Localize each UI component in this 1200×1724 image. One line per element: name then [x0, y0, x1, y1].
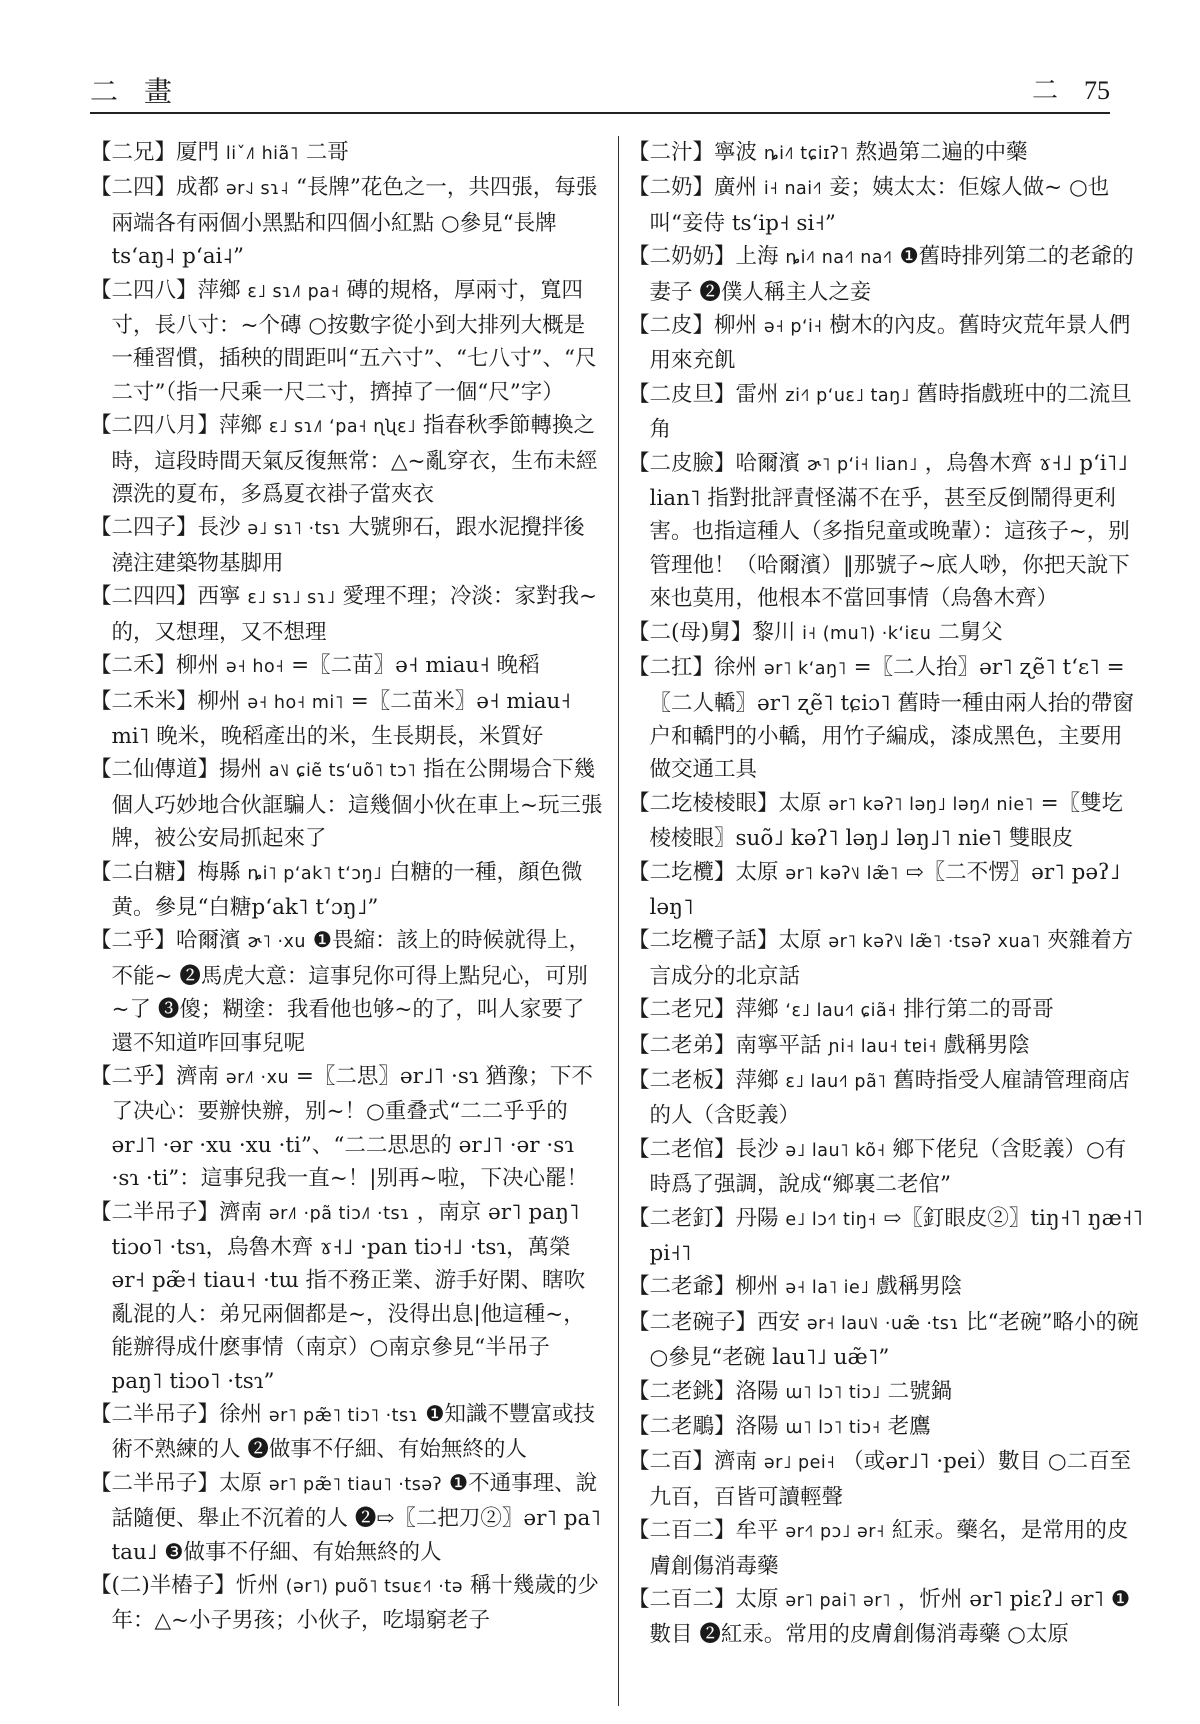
phonetic-transcription: ə˧ pʻi˧	[763, 317, 823, 338]
dialect-place: 洛陽	[735, 1378, 779, 1404]
dialect-place: 廣州	[714, 175, 758, 201]
dialect-place: 成都	[176, 175, 220, 201]
definition: ❶知識不豐富或技術不熟練的人 ❷做事不仔細、有始無終的人	[111, 1402, 596, 1463]
dialect-place: 南寧平話	[735, 1032, 822, 1058]
dictionary-entry	[90, 274, 605, 410]
phonetic-transcription: ɛ˩ sɿ˩˥ pa˧	[247, 281, 340, 302]
definition: =〖二苗米〗ə˧ miau˧ mi˥ 晚米，晚稻產出的米，生長期長，米質好	[111, 688, 571, 749]
headword-bracket: 【	[90, 653, 112, 679]
phonetic-transcription: ə˩ sɿ˥ ·tsɿ	[247, 519, 342, 540]
dialect-place: 忻州	[235, 1573, 279, 1599]
headword-bracket: 】	[197, 413, 220, 439]
dialect-place: 太原	[735, 859, 779, 885]
definition: （或ər˩˥ ·pei）數目 ○二百至九百，百皆可讀輕聲	[649, 1449, 1132, 1510]
headword-bracket: 【	[628, 1067, 650, 1093]
dialect-place: 洛陽	[735, 1414, 779, 1440]
headword-bracket: 】	[714, 997, 736, 1023]
dictionary-entry	[628, 1029, 1143, 1064]
phonetic-transcription: i˧ nai˧˥	[763, 179, 823, 200]
dictionary-entry	[628, 136, 1143, 171]
dialect-place: 西安	[757, 1309, 801, 1335]
headword-bracket: 】	[692, 655, 715, 681]
running-head-section: 二畫	[90, 75, 199, 108]
dialect-place: 萍鄉	[219, 413, 263, 439]
dictionary-entry	[90, 409, 605, 511]
headword: 二老爺	[649, 1274, 715, 1300]
headword: 二皮臉	[649, 450, 715, 476]
dialect-place: 太原	[778, 790, 822, 816]
headword-bracket: 】	[692, 1449, 715, 1475]
headword: 二四子	[111, 515, 177, 541]
headword-bracket: 【	[628, 244, 650, 270]
page-header	[90, 70, 1110, 114]
dictionary-entry	[90, 753, 605, 855]
headword: 二圪欖	[649, 859, 715, 885]
phonetic-transcription: ər˥ kəʔ˥˩ læ̃˥	[785, 863, 899, 884]
phonetic-transcription: ər˧ lau˥˩ ·uæ̃ ·tsɿ	[806, 1313, 960, 1334]
definition: 比“老碗”略小的碗 ○參見“老碗 lau˥˩ uæ̃˥”	[649, 1309, 1139, 1371]
dialect-place: 濟南	[176, 1063, 220, 1089]
dialect-place: 哈爾濱	[176, 928, 241, 954]
headword-bracket: 【	[90, 413, 112, 439]
dialect-place: 西寧	[197, 584, 241, 610]
headword-bracket: 【	[628, 1205, 650, 1231]
dictionary-entry	[628, 651, 1143, 787]
right-column	[628, 136, 1143, 1652]
headword-bracket: 】	[735, 1309, 758, 1335]
headword-bracket: 】	[757, 928, 779, 954]
dictionary-entry	[628, 924, 1143, 993]
phonetic-transcription: ər˥ kəʔ˥˩ læ̃˥ ·tsəʔ xua˥	[828, 932, 1041, 953]
definition: 老鷹	[887, 1414, 931, 1440]
dialect-place: 寧波	[714, 140, 758, 165]
phonetic-transcription: ʻɛ˩ lau˧˥ ɕiã˧	[785, 1001, 897, 1022]
dialect-place: 柳州	[735, 1274, 779, 1300]
headword: 二百二	[649, 1518, 715, 1544]
definition: ⇨〖釘眼皮②〗tiŋ˧˥ ŋæ˧˥ pi˧˥	[649, 1205, 1144, 1266]
headword-bracket: 【	[628, 1378, 650, 1404]
headword-bracket: 】	[714, 1587, 736, 1613]
headword-bracket: 【	[628, 381, 650, 407]
headword: 二白糖	[111, 859, 177, 885]
headword-bracket: 【	[90, 140, 112, 165]
dictionary-entry	[628, 1445, 1143, 1514]
phonetic-transcription: ə˧ ho˧ mi˥	[247, 692, 344, 713]
headword: 二汁	[649, 140, 693, 165]
page-number: 75	[1084, 76, 1110, 105]
headword: 二老鵰	[649, 1414, 715, 1440]
phonetic-transcription: ɛ˩ sɿ˩ sɿ˩	[247, 588, 336, 609]
phonetic-transcription: ər˥ kəʔ˥ ləŋ˩ ləŋ˩˥ nie˥	[828, 794, 1034, 815]
headword: 二圪欖子話	[649, 928, 758, 954]
dictionary-entry	[90, 1060, 605, 1196]
headword-bracket: 【	[628, 655, 650, 681]
headword: 二禾米	[111, 688, 177, 714]
dictionary-entry	[90, 685, 605, 754]
dictionary-entry	[90, 1398, 605, 1467]
headword-bracket: 【	[90, 928, 112, 954]
headword-bracket: 【	[90, 1063, 112, 1089]
headword: 二老弟	[649, 1032, 715, 1058]
headword-bracket: 】	[214, 1573, 236, 1599]
headword-bracket: 【	[628, 1449, 650, 1475]
phonetic-transcription: i˧ (mu˥) ·kʻiɛu	[802, 623, 932, 644]
dialect-place: 太原	[735, 1587, 779, 1613]
dictionary-entry	[628, 1202, 1143, 1271]
headword-bracket: 】	[714, 1067, 736, 1093]
headword-bracket: 【	[628, 619, 650, 645]
headword-bracket: 】	[197, 1199, 220, 1225]
dictionary-entry	[90, 171, 605, 273]
dialect-place: 長沙	[735, 1136, 779, 1162]
headword: 二四八月	[111, 413, 198, 439]
definition: 樹木的內皮。舊時灾荒年景人們用來充飢	[649, 313, 1131, 374]
headword-bracket: 】	[154, 653, 177, 679]
dictionary-entry	[90, 1196, 605, 1398]
phonetic-transcription: ɛ˩ lau˧˥ pã˥	[785, 1071, 887, 1092]
dialect-place: 牟平	[735, 1518, 779, 1544]
headword: 二兄	[111, 140, 155, 165]
headword-bracket: 【	[628, 175, 650, 201]
dialect-place: 徐州	[714, 655, 758, 681]
headword-bracket: 】	[692, 313, 715, 339]
phonetic-transcription: ər˥ pai˥ ər˥	[785, 1591, 892, 1612]
headword-bracket: 【	[628, 997, 650, 1023]
headword-bracket: 【	[90, 757, 112, 783]
dictionary-entry	[628, 993, 1143, 1028]
phonetic-transcription: ə˩ lau˥ kõ˧	[785, 1140, 886, 1161]
headword-bracket: 】	[692, 175, 715, 201]
headword-bracket: 【	[628, 1032, 650, 1058]
definition: ，忻州 ər˥ piɛʔ˩ ər˥ ❶數目 ❷紅汞。常用的皮膚創傷消毒藥 ○太原	[649, 1587, 1131, 1648]
headword-bracket: 【	[90, 277, 112, 303]
dialect-place: 萍鄉	[197, 277, 241, 303]
headword: 二四四	[111, 584, 177, 610]
definition: ，南京 ər˥ paŋ˥ tiɔo˥ ·tsɿ，烏魯木齊 ɤ˧˩ ·pan tiɔ˧˩ ·tsɿ，萬榮 ər˧ pæ̃˧ tiau˧ ·tɯ 指不務正業、游手好閑、瞎吹亂混的人：弟兄兩個都是~，没得出息|他這種~，能辦得成什麽事情（南京）○南京參見“半吊子 paŋ˥ tiɔo˥ ·tsɿ”	[111, 1199, 586, 1394]
dialect-place: 雷州	[735, 381, 779, 407]
definition: 熬過第二遍的中藥	[855, 140, 1028, 165]
definition: 舊時指戲班中的二流旦角	[649, 381, 1132, 443]
dictionary-entry	[628, 171, 1143, 240]
phonetic-transcription: ȵi˨˥ tɕiɪʔ˥	[763, 144, 849, 164]
phonetic-transcription: ȵi˨˥ na˧˥ na˧˥	[785, 248, 893, 269]
headword-bracket: 】	[154, 928, 177, 954]
phonetic-transcription: ɛ˩ sɿ˩˥ ʻpa˧ ɳʯɛ˩	[268, 417, 417, 438]
headword-bracket: 】	[197, 757, 220, 783]
headword-bracket: 】	[197, 1470, 220, 1496]
definition: 指春秋季節轉換之時，這段時間天氣反復無常：△~亂穿衣，生布未經漂洗的夏布，多爲夏衣褂子當夾衣	[111, 413, 598, 508]
headword-bracket: 】	[757, 790, 779, 816]
definition: 二號鍋	[887, 1378, 953, 1404]
headword-bracket: 【	[628, 450, 650, 476]
headword: 二半吊子	[111, 1470, 198, 1496]
dialect-place: 柳州	[176, 653, 220, 679]
phonetic-transcription: ɯ˥ lɔ˥ tiɔ˧	[785, 1418, 881, 1439]
dictionary-entry	[628, 1270, 1143, 1305]
headword-bracket: 【	[90, 175, 112, 201]
definition: 戲稱男陰	[943, 1032, 1030, 1058]
definition: 二舅父	[938, 619, 1003, 645]
definition: 妾；姨太太：佢嫁人做~ ○也叫“妾侍 tsʻip˧ si˧”	[649, 175, 1110, 236]
headword: 二老釘	[649, 1205, 715, 1231]
header-rule	[90, 112, 1110, 114]
headword: 二四八	[111, 277, 177, 303]
phonetic-transcription: ər˧˥ pɔ˩ ər˧	[785, 1522, 886, 1543]
headword-bracket: 【	[628, 1587, 650, 1613]
headword: 二百二	[649, 1587, 715, 1613]
headword: 二老銚	[649, 1378, 715, 1404]
dictionary-entry	[90, 580, 605, 649]
headword: 二奶	[649, 175, 693, 201]
dictionary-entry	[628, 1583, 1143, 1652]
dialect-place: 上海	[735, 244, 779, 270]
headword-bracket: 】	[714, 1205, 736, 1231]
phonetic-transcription: ɚ˥ ·xu	[247, 932, 306, 953]
headword: 二半吊子	[111, 1199, 198, 1225]
headword: (二)半樁子	[111, 1573, 215, 1599]
headword-bracket: 】	[730, 619, 753, 645]
phonetic-transcription: ɲi˧ lau˧ tɐi˧	[828, 1036, 937, 1057]
dialect-place: 柳州	[197, 688, 241, 714]
dictionary-entry	[90, 136, 605, 171]
definition: ❶舊時排列第二的老爺的妻子 ❷僕人稱主人之妾	[649, 244, 1134, 305]
headword-bracket: 【	[90, 1402, 112, 1428]
phonetic-transcription: liˇ˩˥ hiã˥	[225, 144, 299, 164]
dictionary-entry	[628, 240, 1143, 309]
headword-bracket: 】	[714, 1032, 736, 1058]
headword: 二乎	[111, 928, 155, 954]
dictionary-entry	[628, 1410, 1143, 1445]
definition: 稱十幾歲的少年：△~小子男孩；小伙子，吃塌窮老子	[111, 1573, 599, 1634]
phonetic-transcription: (ər˥) puõ˥ tsuɛ˧˥ ·tə	[285, 1577, 463, 1598]
dictionary-entry	[628, 1133, 1143, 1202]
definition: 鄉下佬兒（含貶義）○有時爲了强調，說成“鄉裏二老倌”	[649, 1136, 1127, 1198]
headword: 二老板	[649, 1067, 715, 1093]
dictionary-entry	[628, 1375, 1143, 1410]
headword-bracket: 】	[154, 140, 177, 165]
definition: ❶畏縮：該上的時候就得上，不能~ ❷馬虎大意：這事兒你可得上點兒心，可別~了 ❸傻；糊塗：我看他也够~的了，叫人家要了還不知道咋回事兒呢	[111, 928, 591, 1056]
headword: 二乎	[111, 1063, 155, 1089]
definition: 指在公開場合下幾個人巧妙地合伙誆騙人：這幾個小伙在車上~玩三張牌，被公安局抓起來了	[111, 757, 603, 852]
phonetic-transcription: ȵi˥ pʻak˥ tʻɔŋ˩	[247, 863, 383, 884]
left-column	[90, 136, 605, 1638]
dialect-place: 梅縣	[197, 859, 241, 885]
headword: 二扛	[649, 655, 693, 681]
dialect-place: 厦門	[176, 140, 220, 165]
phonetic-transcription: a˥˩ ɕiẽ tsʻuõ˥ tɔ˥	[268, 761, 417, 782]
dialect-place: 萍鄉	[735, 1067, 779, 1093]
definition: 夾雜着方言成分的北京話	[649, 928, 1134, 989]
headword-bracket: 】	[714, 1136, 736, 1162]
definition: =〖二人抬〗ər˥ ʐẽ˥ tʻɛ˥ =〖二人轎〗ər˥ ʐẽ˥ tɕiɔ˥ 舊時一種由兩人抬的帶窗户和轎門的小轎，用竹子編成，漆成黑色，主要用做交通工具	[649, 655, 1134, 783]
definition: ⇨〖二不愣〗ər˥ pəʔ˩ ləŋ˥	[649, 859, 1121, 920]
headword-bracket: 】	[714, 381, 736, 407]
headword-bracket: 【	[628, 1414, 650, 1440]
phonetic-transcription: ɯ˥ lɔ˥ tiɔ˩	[785, 1382, 881, 1403]
headword: 二仙傳道	[111, 757, 198, 783]
headword-bracket: 【	[628, 790, 650, 816]
definition: “長牌”花色之一，共四張，每張兩端各有兩個小黑點和四個小紅點 ○參見“長牌tsʻaŋ˨ pʻai˨”	[111, 175, 598, 270]
dictionary-entry	[90, 649, 605, 684]
headword-bracket: 【	[90, 688, 112, 714]
dialect-place: 柳州	[714, 313, 758, 339]
headword-bracket: 】	[714, 1378, 736, 1404]
headword-bracket: 】	[197, 1402, 220, 1428]
dictionary-entry	[628, 1514, 1143, 1583]
headword: 二皮	[649, 313, 693, 339]
phonetic-transcription: ər˥ pæ̃˥ tiau˥ ·tsəʔ	[268, 1474, 443, 1495]
dialect-place: 太原	[219, 1470, 263, 1496]
headword: 二奶奶	[649, 244, 715, 270]
headword-bracket: 】	[176, 277, 198, 303]
definition: ❶不通事理、說話隨便、舉止不沉着的人 ❷⇨〖二把刀②〗ər˥ pa˥ tau˩ ❸做事不仔細、有始無終的人	[111, 1470, 601, 1565]
headword-bracket: 】	[176, 515, 198, 541]
headword-bracket: 】	[154, 175, 177, 201]
dialect-place: 濟南	[714, 1449, 758, 1475]
definition: 愛理不理；冷淡：家對我~的，又想理，又不想理	[111, 584, 598, 645]
dialect-place: 太原	[778, 928, 822, 954]
headword-bracket: 【	[628, 928, 650, 954]
headword-bracket: 】	[714, 859, 736, 885]
dictionary-entry	[90, 1569, 605, 1638]
headword-bracket: 】	[714, 1518, 736, 1544]
definition: ，烏魯木齊 ɤ˧˩ pʻi˥˩ lian˥ 指對批評責怪滿不在乎，甚至反倒鬧得更利害。也指這種人（多指兒童或晚輩）：這孩子~，别管理他！（哈爾濱）‖那號子~底人唦，你把天說下來也莫用，他根本不當回事情（烏魯木齊）	[649, 450, 1130, 612]
headword-bracket: 】	[176, 584, 198, 610]
phonetic-transcription: ər˩ pei˧	[763, 1453, 836, 1474]
phonetic-transcription: ər˨˩ sɿ˨	[225, 179, 290, 200]
headword: 二老倌	[649, 1136, 715, 1162]
definition: =〖雙圪棱棱眼〗suõ˩ kəʔ˥ ləŋ˩ ləŋ˩˥ nie˥ 雙眼皮	[649, 790, 1124, 852]
dictionary-entry	[628, 378, 1143, 447]
dialect-place: 黎川	[752, 619, 796, 645]
headword-bracket: 】	[714, 1274, 736, 1300]
headword-bracket: 【	[628, 1309, 650, 1335]
definition: 大號卵石，跟水泥攪拌後澆注建築物基脚用	[111, 515, 585, 576]
dictionary-entry	[90, 1467, 605, 1569]
dictionary-entry	[628, 787, 1143, 856]
headword: 二圪棱棱眼	[649, 790, 758, 816]
dictionary-entry	[90, 924, 605, 1060]
dialect-place: 哈爾濱	[735, 450, 801, 476]
headword-bracket: 【	[628, 140, 650, 165]
headword: 二禾	[111, 653, 155, 679]
definition: 排行第二的哥哥	[903, 997, 1054, 1023]
definition: 磚的規格，厚兩寸，寬四寸，長八寸：~个磚 ○按數字從小到大排列大概是一種習慣，插秧的間距叫“五六寸”、“七八寸”、“尺二寸”（指一尺乘一尺二寸，擠掉了一個“尺”字）	[111, 277, 597, 405]
headword-bracket: 【	[90, 1199, 112, 1225]
headword-bracket: 【	[90, 515, 112, 541]
running-head-page	[1032, 70, 1110, 107]
dictionary-entry	[90, 511, 605, 580]
headword-bracket: 】	[176, 688, 198, 714]
dictionary-entry	[628, 856, 1143, 925]
dialect-place: 濟南	[219, 1199, 263, 1225]
phonetic-transcription: ə˧ la˥ ie˩	[785, 1278, 870, 1299]
headword-bracket: 】	[154, 1063, 177, 1089]
headword-bracket: 【	[628, 1136, 650, 1162]
headword-bracket: 【	[628, 313, 650, 339]
dialect-place: 揚州	[219, 757, 263, 783]
headword-bracket: 】	[692, 140, 715, 165]
headword-bracket: 】	[714, 244, 736, 270]
definition: 白糖的一種，顏色微黄。參見“白糖pʻak˥ tʻɔŋ˩”	[111, 859, 583, 920]
definition: 二哥	[305, 140, 349, 165]
column-divider	[618, 136, 619, 1706]
headword: 二四	[111, 175, 155, 201]
headword-bracket: 】	[714, 1414, 736, 1440]
headword-bracket: 】	[714, 450, 736, 476]
phonetic-transcription: ər˥ pæ̃˥ tiɔ˥ ·tsɿ	[268, 1406, 419, 1427]
phonetic-transcription: ər˩˥ ·xu	[225, 1067, 290, 1088]
phonetic-transcription: ɚ˥ pʻi˧ lian˩	[806, 454, 918, 475]
headword: 二皮旦	[649, 381, 715, 407]
headword: 二百	[649, 1449, 693, 1475]
dialect-place: 徐州	[219, 1402, 263, 1428]
definition: =〖二思〗ər˩˥ ·sɿ 猶豫；下不了决心：要辦快辦，别~！○重叠式“二二乎乎的 ər˩˥ ·ər ·xu ·xu ·ti”、“二二思思的 ər˩˥ ·ər ·sɿ ·sɿ ·ti”：這事兒我一直~！|别再~啦，下决心罷！	[111, 1063, 593, 1192]
phonetic-transcription: ər˩˥ ·pã tiɔ˩˥ ·tsɿ	[268, 1203, 410, 1224]
phonetic-transcription: ər˥ kʻaŋ˥	[763, 659, 847, 680]
headword-bracket: 【	[90, 1470, 112, 1496]
dialect-place: 萍鄉	[735, 997, 779, 1023]
dictionary-entry	[90, 856, 605, 925]
dictionary-entry	[628, 447, 1143, 616]
headword-bracket: 【	[628, 859, 650, 885]
headword-bracket: 【	[628, 1518, 650, 1544]
headword-bracket: 【	[90, 584, 112, 610]
phonetic-transcription: zi˧˥ pʻuɛ˩ taŋ˩	[785, 385, 910, 406]
headword: 二老碗子	[649, 1309, 736, 1335]
dictionary-entry	[628, 1064, 1143, 1133]
headword-bracket: 【	[90, 1573, 112, 1599]
dialect-place: 丹陽	[735, 1205, 779, 1231]
dialect-place: 長沙	[197, 515, 241, 541]
headword-bracket: 【	[628, 1274, 650, 1300]
headword: 二(母)舅	[649, 619, 731, 645]
headword-bracket: 【	[90, 859, 112, 885]
phonetic-transcription: e˩ lɔ˧˥ tiŋ˧	[785, 1209, 877, 1230]
phonetic-transcription: ə˧ ho˧	[225, 657, 285, 678]
definition: 紅汞。藥名，是常用的皮膚創傷消毒藥	[649, 1518, 1129, 1579]
headword-bracket: 】	[176, 859, 198, 885]
definition: 舊時指受人雇請管理商店的人（含貶義）	[649, 1067, 1130, 1129]
dictionary-entry	[628, 616, 1143, 651]
dictionary-entry	[628, 1306, 1143, 1375]
running-head-char: 二	[1031, 76, 1058, 106]
headword: 二半吊子	[111, 1402, 198, 1428]
headword: 二老兄	[649, 997, 715, 1023]
definition: =〖二苗〗ə˧ miau˧ 晚稻	[291, 653, 540, 679]
dictionary-entry	[628, 309, 1143, 378]
definition: 戲稱男陰	[876, 1274, 963, 1300]
